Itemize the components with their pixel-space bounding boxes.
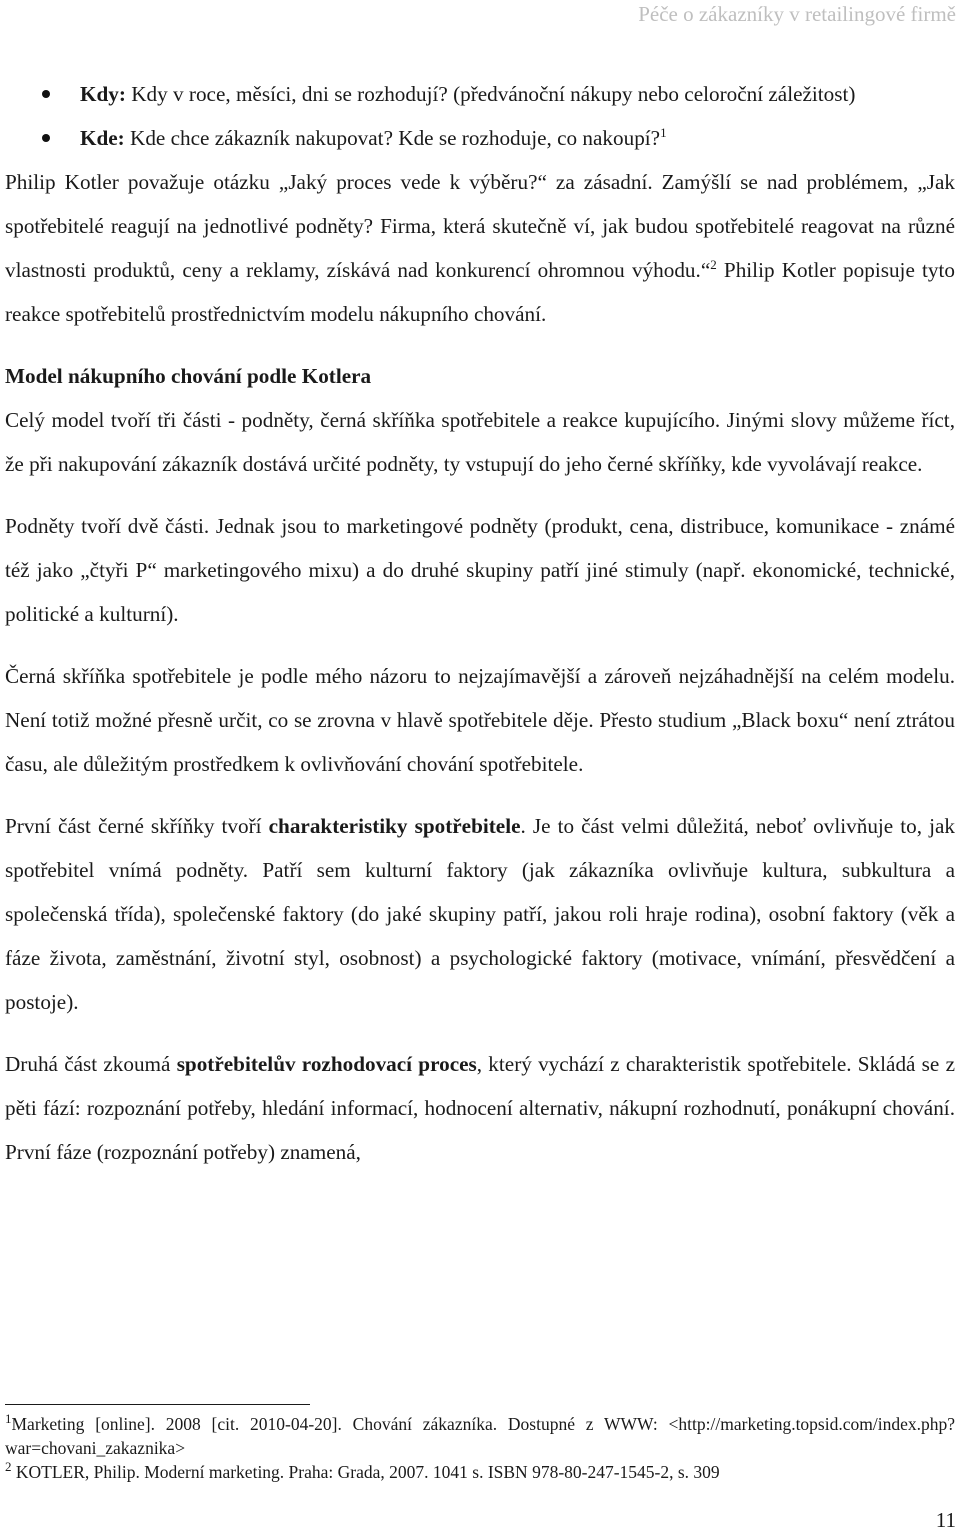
bullet-list — [5, 72, 955, 160]
main-content — [5, 72, 955, 1174]
footnote-number: 1 — [5, 1411, 12, 1427]
footnote-1 — [5, 1412, 955, 1460]
footnote-number: 2 — [5, 1459, 12, 1475]
intro-text: Philip Kotler považuje otázku „Jaký proces vede k výběru?“ za zásadní. Zamýšlí se nad problémem, „Jak spotřebitelé reagují na jednotlivé podněty? Firma, která skutečně ví, jak budou spotřebitelé reagovat na různé vlastnosti produktů, ceny a reklamy, získává nad konkurencí ohromnou výhodu.“ — [5, 170, 955, 282]
page-number: 11 — [935, 1508, 956, 1532]
paragraph-text: , který vychází z charakteristik spotřebitele. Skládá se z pěti fází: rozpoznání potřeby, hledání informací, hodnocení alternativ, nákupní rozhodnutí, ponákupní chování. První fáze (rozpoznání potřeby) znamená, — [5, 1052, 955, 1164]
paragraph-model: Celý model tvoří tři části - podněty, černá skříňka spotřebitele a reakce kupujícího. Jinými slovy můžeme říct, že při nakupování zákazník dostává určité podněty, ty vstupují do jeho černé skříňky, kde vyvolávají reakce. — [5, 408, 955, 476]
footnote-text: KOTLER, Philip. Moderní marketing. Praha: Grada, 2007. 1041 s. ISBN 978-80-247-1545-2, s. 309 — [11, 1462, 720, 1482]
bullet-text: Kde chce zákazník nakupovat? Kde se rozhoduje, co nakoupí? — [124, 126, 661, 150]
bullet-item-kdy — [5, 72, 955, 116]
paragraph-text: Druhá část zkoumá — [5, 1052, 177, 1076]
bold-term-characteristics: charakteristiky spotřebitele — [268, 814, 521, 838]
footnote-ref-1[interactable]: 1 — [660, 124, 667, 140]
bold-term-decision-process: spotřebitelův rozhodovací proces — [176, 1052, 477, 1076]
running-header: Péče o zákazníky v retailingové firmě — [638, 2, 956, 26]
section-heading: Model nákupního chování podle Kotlera — [5, 364, 372, 388]
intro-text-cont: Philip Kotler popisuje tyto reakce spotřebitelů prostřednictvím modelu nákupního chování. — [5, 258, 955, 326]
paragraph-black-box: Černá skříňka spotřebitele je podle mého názoru to nejzajímavější a zároveň nejzáhadnější na celém modelu. Není totiž možné přesně určit, co se zrovna v hlavě spotřebitele děje. Přesto studium „Black boxu“ není ztrátou času, ale důležitým prostředkem k ovlivňování chování spotřebitele. — [5, 664, 955, 776]
bullet-label: Kdy: — [80, 82, 126, 106]
paragraph-text: První část černé skříňky tvoří — [5, 814, 269, 838]
bullet-item-kde — [5, 116, 955, 160]
footnotes — [5, 1412, 955, 1484]
paragraph-decision-process — [5, 1042, 955, 1174]
paragraph-stimuli: Podněty tvoří dvě části. Jednak jsou to marketingové podněty (produkt, cena, distribuce, komunikace - známé též jako „čtyři P“ marketingového mixu) a do druhé skupiny patří jiné stimuly (např. ekonomické, technické, politické a kulturní). — [5, 514, 955, 626]
footnote-ref-2[interactable]: 2 — [710, 256, 717, 272]
intro-paragraph — [5, 160, 955, 336]
bullet-label: Kde: — [80, 126, 125, 150]
paragraph-text: . Je to část velmi důležitá, neboť ovlivňuje to, jak spotřebitel vnímá podněty. Patří sem kulturní faktory (jak zákazníka ovlivňuje kultura, subkultura a společenská třída), společenské faktory (do jaké skupiny patří, jakou roli hraje rodina), osobní faktory (věk a fáze života, zaměstnání, životní styl, osobnost) a psychologické faktory (motivace, vnímání, přesvědčení a postoje). — [5, 814, 956, 1014]
footnote-separator — [5, 1404, 310, 1405]
footnote-text: Marketing [online]. 2008 [cit. 2010-04-20]. Chování zákazníka. Dostupné z WWW: <http://marketing.topsid.com/index.php?war=chovani_zakaznika> — [5, 1414, 955, 1458]
paragraph-characteristics — [5, 804, 955, 1024]
bullet-text: Kdy v roce, měsíci, dni se rozhodují? (předvánoční nákupy nebo celoroční záležitost) — [125, 82, 856, 106]
footnote-2 — [5, 1460, 955, 1484]
